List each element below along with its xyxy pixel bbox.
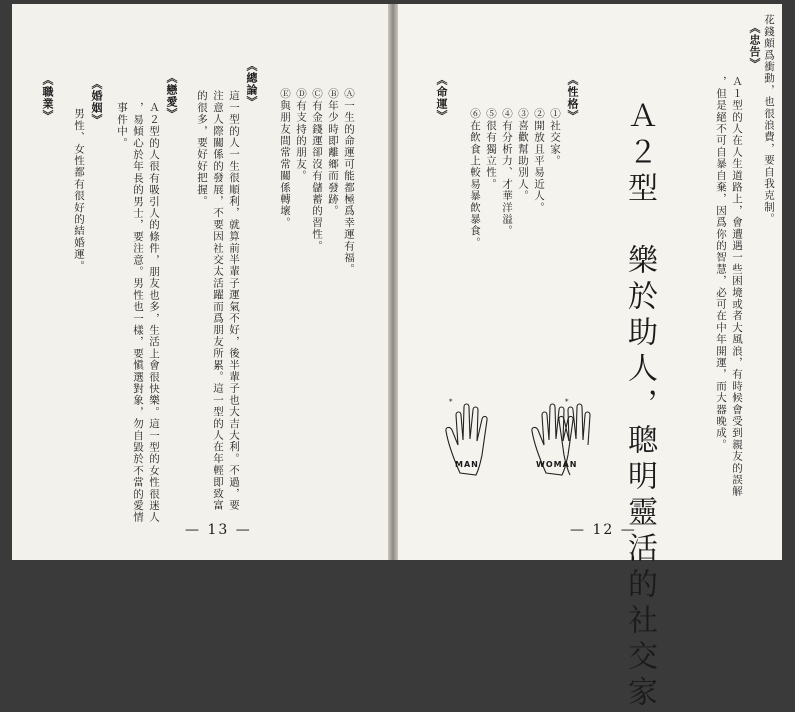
advice-heading: 《忠告》	[748, 22, 761, 70]
love-line-1: Ａ２型的人很有吸引人的條件，朋友也多，生活上會很快樂。這一型的女性很迷人	[148, 102, 160, 524]
fortune-item-d: Ⓓ有支持的朋友。	[295, 88, 307, 182]
personality-item-6: ⑥在飲食上較易暴飲暴食。	[469, 108, 481, 249]
love-heading: 《戀愛》	[165, 72, 178, 120]
marriage-line-1: 男性、女性都有很好的結婚運。	[73, 108, 85, 272]
love-line-3: 事件中。	[116, 102, 128, 149]
book-gutter	[388, 4, 398, 560]
summary-line-3: 的很多，要好好把握。	[196, 90, 208, 207]
fortune-heading: 《命運》	[435, 74, 448, 122]
page-title: Ａ２型 樂於助人，聰明靈活的社交家	[622, 100, 657, 712]
man-star-icon: *	[449, 398, 453, 406]
personality-item-2: ②開放且平易近人。	[533, 108, 545, 214]
fortune-item-c: Ⓒ有金錢運卻沒有儲蓄的習性。	[311, 88, 323, 252]
career-heading: 《職業》	[41, 74, 54, 122]
hand-illustration	[442, 395, 592, 495]
personality-item-1: ①社交家。	[549, 108, 561, 167]
personality-item-3: ③喜歡幫助別人。	[517, 108, 529, 202]
love-line-2: ，易傾心於年長的男士，要注意。男性也一樣，要愼選對象，勿自毀於不當的愛情	[132, 102, 144, 524]
page-number-right: — 12 —	[570, 522, 637, 538]
personality-item-5: ⑤很有獨立性。	[485, 108, 497, 190]
personality-heading: 《性格》	[566, 74, 579, 122]
advice-line-1: Ａ１型的人在人生道路上，會遭遇一些困境或者大風浪，有時候會受到親友的誤解	[731, 76, 743, 498]
man-label: MAN	[455, 460, 479, 469]
woman-label: WOMAN	[536, 460, 578, 469]
woman-star-icon: *	[565, 398, 569, 406]
marriage-heading: 《婚姻》	[90, 78, 103, 126]
fortune-item-e: Ⓔ與朋友間常常關係轉壞。	[279, 88, 291, 229]
fortune-item-b: Ⓑ年少時即離鄉而發跡。	[327, 88, 339, 217]
summary-line-2: 注意人際關係的發展，不要因社交太活躍而爲朋友所累。這一型的人在年輕即致富	[212, 90, 224, 512]
summary-heading: 《總論》	[245, 60, 258, 108]
advice-continued: 花錢頗爲衝動，也很浪費，要自我克制。	[763, 14, 775, 225]
personality-item-4: ④有分析力、才華洋溢。	[501, 108, 513, 237]
advice-line-2: ，但是絕不可自暴自棄，因爲你的智慧，必可在中年開運，而大器晚成。	[715, 76, 727, 451]
fortune-item-a: Ⓐ一生的命運可能都極爲幸運有福。	[343, 88, 355, 276]
summary-line-1: 這一型的人一生很順利，就算前半輩子運氣不好，後半輩子也大吉大利。不過，要	[228, 90, 240, 512]
page-number-left: — 13 —	[185, 522, 252, 538]
